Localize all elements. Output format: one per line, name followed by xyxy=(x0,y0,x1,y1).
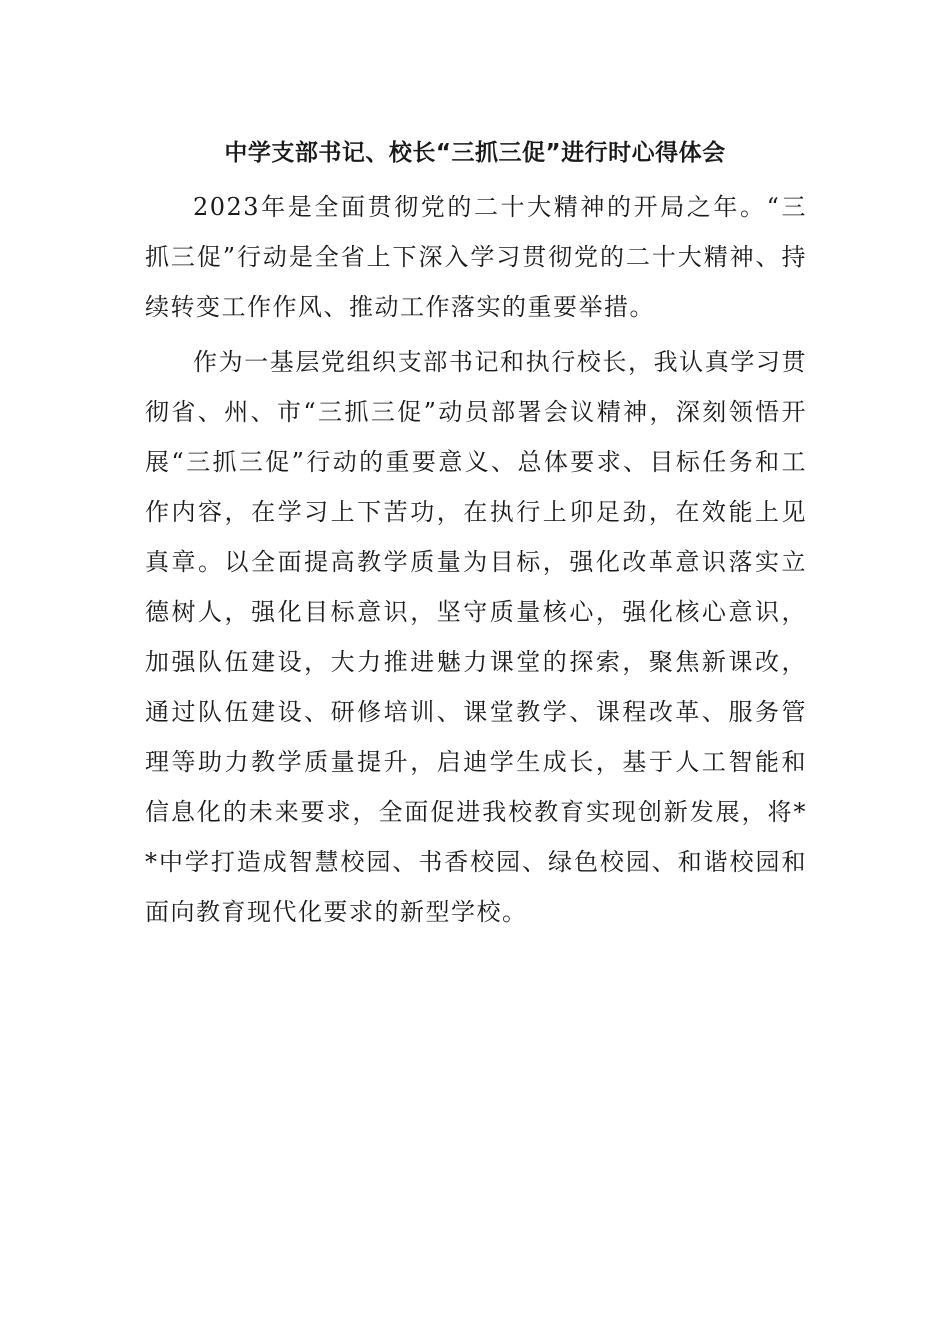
paragraph-1: 2023年是全面贯彻党的二十大精神的开局之年。“三抓三促”行动是全省上下深入学习贯彻党的二十大精神、持续转变工作作风、推动工作落实的重要举措。 xyxy=(145,193,807,321)
paragraph-2: 作为一基层党组织支部书记和执行校长，我认真学习贯彻省、州、市“三抓三促”动员部署会议精神，深刻领悟开展“三抓三促”行动的重要意义、总体要求、目标任务和工作内容，在学习上下苦功，在执行上卯足劲，在效能上见真章。以全面提高教学质量为目标，强化改革意识落实立德树人，强化目标意识，坚守质量核心，强化核心意识，加强队伍建设，大力推进魅力课堂的探索，聚焦新课改，通过队伍建设、研修培训、课堂教学、课程改革、服务管理等助力教学质量提升，启迪学生成长，基于人工智能和信息化的未来要求，全面促进我校教育实现创新发展，将**中学打造成智慧校园、书香校园、绿色校园、和谐校园和面向教育现代化要求的新型学校。 xyxy=(145,348,807,926)
document-title: 中学支部书记、校长“三抓三促”进行时心得体会 xyxy=(224,140,726,166)
document-body xyxy=(145,150,807,937)
